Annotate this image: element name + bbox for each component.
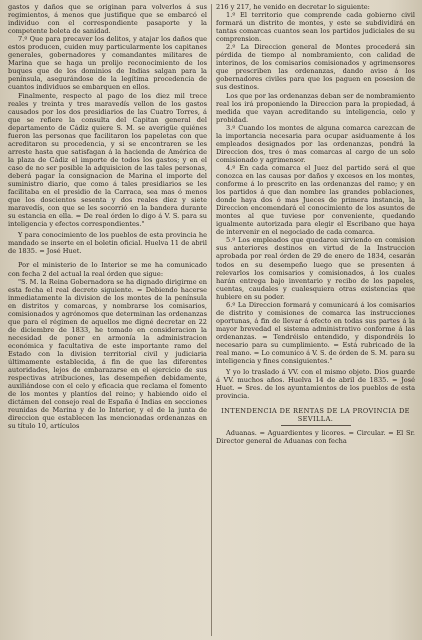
paragraph: Aduanas. = Aguardientes y licores. = Circular. = El Sr. Director general de Aduanas con fecha	[216, 429, 415, 446]
paragraph: 3.º Cuando los montes de alguna comarca carezcan de la importancia necesaria para ocupar asiduamente á los empleados designados por las ordenanzas, pondrá la Direccion dos, tres ó mas comarcas al cargo de un solo comisionado y agrimensor.	[216, 123, 415, 164]
paragraph: 216 y 217, he venido en decretar lo siguiente:	[216, 3, 370, 11]
paragraph: 6.º La Direccion formará y comunicará á los comisarios de distrito y comisiones de comarca las instrucciones oportunas, á fin de llevar á efecto en todas sus partes á la mayor brevedad el sistema administrativo conforme á las ordenanzas. = Tendréislo entendido, y dispondréis lo necesario para su cumplimiento. = Está rubricado de la real mano. = Lo comunico á V. S. de órden de S. M. para su inteligencia y fines consiguientes."	[216, 300, 415, 366]
paragraph: "S. M. la Reina Gobernadora se ha dignado dirigirme en esta fecha el real decreto siguiente. = Debiendo hacerse inmediatamente la division de los montes de la península en distritos y comarcas, y nombrarse los comisarios, comisionados y agrónomos que determinan las ordenanzas que para el régimen de aquellos me digné decretar en 22 de diciembre de 1833, he tomado en consideracion la necesidad de poner en armonía la administracion económica y facultativa de este importante ramo del Estado con la division territorial civil y judiciaria últimamente establecida, á fin de que las diferentes autoridades, lejos de embarazarse en el ejercicio de sus respectivas atribuciones, las desempeñen debidamente, auxiliándose con el celo y eficacia que reclama el fomento de los montes y plantíos del reino; y habiendo oido el dictámen del consejo real de España é Indias en secciones reunidas de Marina y de lo Interior, y el de la junta de direccion que establecen las mencionadas ordenanzas en su título 10, artículos	[8, 277, 207, 431]
heading-rule	[281, 425, 351, 426]
paragraph: Y para conocimiento de los pueblos de esta provincia he mandado se inserte en el boletin oficial. Huelva 11 de abril de 1835. = José Huet.	[8, 231, 207, 256]
paragraph: 2.º La Direccion general de Montes procederá sin pérdida de tiempo al nombramiento, con calidad de interinos, de los comisarios comisionados y agrimensores que prescriben las ordenanzas, dando aviso á los gobernadores civiles para que los paguen en posesion de sus destinos.	[216, 43, 415, 92]
column-divider	[211, 4, 212, 636]
paragraph: 5.º Los empleados que quedaron sirviendo en comision sus anteriores destinos en virtud de la Instruccion aprobada por real órden de 29 de enero de 1834, cesarán todos en su desempeño luego que se presenten á relevarlos los comisarios y comisionados, á los cuales harán entrega bajo inventario y recibo de los papeles, cuentas, caudales y cualesquiera otras existencias que hubiere en su poder.	[216, 236, 415, 301]
paragraph: 1.º El territorio que comprende cada gobierno civil formará un distrito de montes, y este se subdividirá en tantas comarcas cuantos sean los partidos judiciales de su comprension.	[216, 11, 415, 44]
left-column	[8, 3, 207, 638]
paragraph: gastos y daños que se originan para volverlos á sus regimientos, á menos que justifique que se embarcó el individuo con el correspondiente pasaporte y la competente boleta de sanidad.	[8, 3, 207, 36]
paragraph: Por el ministerio de lo Interior se me ha comunicado con fecha 2 del actual la real órden que sigue:	[8, 261, 207, 278]
paragraph: 4.º En cada comarca el Juez del partido será el que conozca en las causas por daños y excesos en los montes, conforme á lo prescrito en las ordenanzas del ramo; y en los partidos á que dan nombre las grandes poblaciones, donde haya dos ó mas Jueces de primera instancia, la Direccion encomendará el conocimiento de los asuntos de montes al que tuviese por conveniente, quedando igualmente autorizada para elegir el Escribano que haya de intervenir en el negociado de cada comarca.	[216, 163, 415, 237]
paragraph: 7.º Que para precaver los delitos, y atajar los daños que estos producen, cuiden muy particularmente los capitanes generales, gobernadores y comandantes militares de Marina que se haga un prolijo reconocimiento de los buques que de los dominios de Indias salgan para la península, asegurándose de la legítima procedencia de cuantos individuos se embarquen en ellos.	[8, 35, 207, 92]
paragraph: Finalmente, respecto al pago de los diez mil trece reales y treinta y tres maravedís vellon de los gastos causados por los dos presidiarios de las Cuatro Torres, á que se refiere la consulta del Capitan general del departamento de Cádiz quiere S. M. se averigüe quiénes fueron las personas que facilitaron los papeletas con que acreditaron su procedencia, y si se encontraren se les arreste hasta que satisfagan á la hacienda de América de la plaza de Cádiz el importe de todos los gastos; y en el caso de no ser posible la adquisicion de las tales personas, deberá pagar la consignacion de Marina el importe del suministro diario, que como á tales presidiarios se les facilitaba en el presidio de la Carraca, sea mas ó menos que los doscientos sesenta y dos reales diez y siete maravedís, con que se les socorrió en la bandera durante su estancia en ella. = De real órden lo digo á V. S. para su inteligencia y efectos correspondientes."	[8, 91, 207, 229]
paragraph: Los que por las ordenanzas deban ser de nombramiento real los irá proponiendo la Direccion para la propiedad, á medida que vayan acreditando su inteligencia, celo y probidad.	[216, 91, 415, 124]
right-column	[216, 3, 415, 638]
section-heading: INTENDENCIA DE RENTAS DE LA PROVINCIA DE	[221, 407, 410, 416]
paragraph: Y yo lo traslado á VV. con el mismo objeto. Dios guarde á VV. muchos años. Huelva 14 de abril de 1835. = José Huet. = Sres. de los ayuntamientos de los pueblos de esta provincia.	[216, 368, 415, 401]
section-heading-line2: SEVILLA.	[297, 415, 334, 424]
